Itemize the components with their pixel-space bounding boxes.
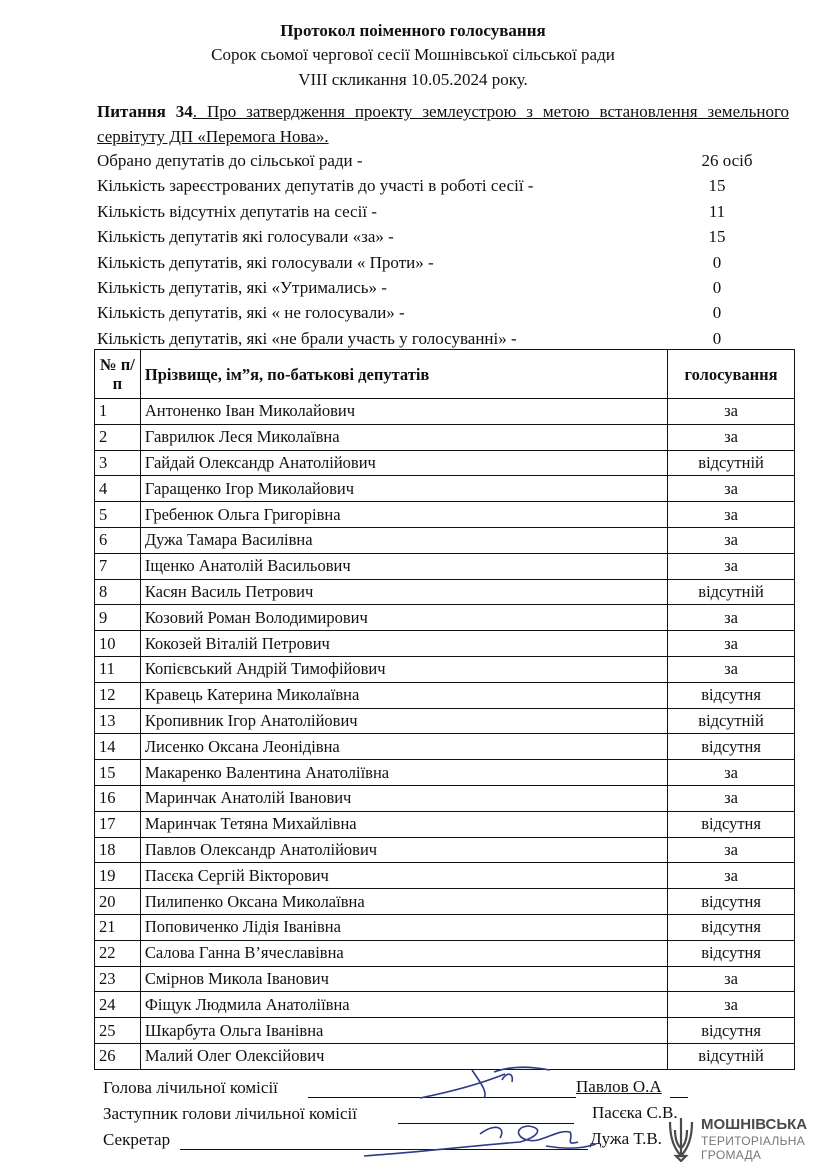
row-vote: за [668, 553, 795, 579]
row-name: Дужа Тамара Василівна [140, 527, 667, 553]
secretary-signature [360, 1112, 600, 1164]
row-vote: за [668, 605, 795, 631]
row-name: Смірнов Микола Іванович [140, 966, 667, 992]
session-subtitle: Сорок сьомої чергової сесії Мошнівської сільської ради [211, 45, 615, 64]
row-num: 18 [95, 837, 141, 863]
row-name: Лисенко Оксана Леонідівна [140, 734, 667, 760]
row-name: Кропивник Ігор Анатолійович [140, 708, 667, 734]
row-vote: відсутня [668, 734, 795, 760]
table-row [95, 527, 795, 553]
row-vote: за [668, 837, 795, 863]
row-vote: за [668, 992, 795, 1018]
logo-line2: ТЕРИТОРІАЛЬНА [701, 1134, 806, 1148]
chair-role: Голова лічильної комісії [103, 1078, 278, 1097]
question-block: Питання 34. Про затвердження проекту землеустрою з метою встановлення земельного сервітуту ДП «Перемога Нова». [97, 102, 789, 146]
row-num: 13 [95, 708, 141, 734]
table-row [95, 631, 795, 657]
table-row [95, 656, 795, 682]
table-row [95, 399, 795, 425]
stat-not-participated: Кількість депутатів, які «не брали участь у голосуванні» - 0 [97, 328, 722, 348]
row-num: 20 [95, 889, 141, 915]
row-vote: за [668, 476, 795, 502]
stats-list [97, 148, 787, 351]
row-name: Кравець Катерина Миколаївна [140, 682, 667, 708]
row-num: 12 [95, 682, 141, 708]
row-num: 9 [95, 605, 141, 631]
stat-not-voted: Кількість депутатів, які « не голосували» - 0 [97, 303, 722, 323]
row-vote: відсутня [668, 914, 795, 940]
table-row [95, 682, 795, 708]
row-name: Малий Олег Олексійович [140, 1043, 667, 1069]
table-row [95, 889, 795, 915]
table-row [95, 992, 795, 1018]
row-num: 5 [95, 502, 141, 528]
question-text: Про затвердження проекту землеустрою з метою встановлення земельного сервітуту ДП «Перемога Нова». [97, 102, 789, 146]
question-label: Питання 34 [97, 102, 193, 121]
row-num: 14 [95, 734, 141, 760]
table-row [95, 424, 795, 450]
row-num: 21 [95, 914, 141, 940]
row-num: 6 [95, 527, 141, 553]
row-vote: відсутній [668, 1043, 795, 1069]
row-num: 1 [95, 399, 141, 425]
convocation-date: VIII скликання 10.05.2024 року. [298, 70, 528, 89]
deputy-name: Пасєка С.В. [592, 1103, 678, 1122]
votes-table [94, 349, 795, 1070]
trident-icon [666, 1116, 696, 1162]
chair-name: Павлов О.А [576, 1077, 662, 1096]
header-vote: голосування [668, 350, 795, 399]
row-vote: за [668, 966, 795, 992]
stat-for: Кількість депутатів які голосували «за» - 15 [97, 227, 726, 247]
secretary-name: Дужа Т.В. [590, 1129, 662, 1148]
row-name: Пасєка Сергій Вікторович [140, 863, 667, 889]
row-vote: відсутня [668, 940, 795, 966]
stat-elected: Обрано депутатів до сільської ради - 26 осіб [97, 151, 753, 170]
row-name: Макаренко Валентина Анатоліївна [140, 760, 667, 786]
row-num: 8 [95, 579, 141, 605]
row-name: Касян Василь Петрович [140, 579, 667, 605]
row-name: Салова Ганна В’ячеславівна [140, 940, 667, 966]
row-num: 10 [95, 631, 141, 657]
row-name: Шкарбута Ольга Іванівна [140, 1018, 667, 1044]
row-vote: за [668, 527, 795, 553]
table-row [95, 476, 795, 502]
row-num: 4 [95, 476, 141, 502]
row-vote: відсутній [668, 579, 795, 605]
row-num: 16 [95, 785, 141, 811]
row-num: 25 [95, 1018, 141, 1044]
table-row [95, 863, 795, 889]
row-vote: за [668, 656, 795, 682]
row-vote: за [668, 760, 795, 786]
row-name: Іщенко Анатолій Васильович [140, 553, 667, 579]
row-name: Поповиченко Лідія Іванівна [140, 914, 667, 940]
table-row [95, 1018, 795, 1044]
row-num: 3 [95, 450, 141, 476]
row-vote: відсутня [668, 889, 795, 915]
row-name: Гребенюк Ольга Григорівна [140, 502, 667, 528]
row-name: Антоненко Іван Миколайович [140, 399, 667, 425]
row-vote: відсутня [668, 1018, 795, 1044]
row-name: Гаращенко Ігор Миколайович [140, 476, 667, 502]
row-vote: за [668, 502, 795, 528]
table-row [95, 785, 795, 811]
row-name: Маринчак Тетяна Михайлівна [140, 811, 667, 837]
row-vote: відсутній [668, 450, 795, 476]
row-num: 17 [95, 811, 141, 837]
row-vote: відсутній [668, 708, 795, 734]
table-row [95, 914, 795, 940]
deputy-role: Заступник голови лічильної комісії [103, 1104, 358, 1123]
table-row [95, 502, 795, 528]
row-num: 24 [95, 992, 141, 1018]
logo-line3: ГРОМАДА [701, 1148, 762, 1162]
row-name: Козовий Роман Володимирович [140, 605, 667, 631]
table-row [95, 605, 795, 631]
row-num: 7 [95, 553, 141, 579]
row-name: Гайдай Олександр Анатолійович [140, 450, 667, 476]
table-header-row [95, 350, 795, 399]
table-row [95, 708, 795, 734]
row-vote: відсутня [668, 811, 795, 837]
row-num: 26 [95, 1043, 141, 1069]
stat-registered: Кількість зареєстрованих депутатів до участі в роботі сесії - 15 [97, 176, 726, 196]
table-row [95, 966, 795, 992]
row-vote: за [668, 863, 795, 889]
chair-name-tail-line [670, 1097, 688, 1098]
community-logo [666, 1114, 816, 1164]
row-name: Павлов Олександр Анатолійович [140, 837, 667, 863]
row-vote: за [668, 399, 795, 425]
table-row [95, 553, 795, 579]
row-name: Маринчак Анатолій Іванович [140, 785, 667, 811]
row-num: 11 [95, 656, 141, 682]
row-num: 19 [95, 863, 141, 889]
header-num: № п/п [95, 350, 141, 399]
table-row [95, 940, 795, 966]
stat-abstained: Кількість депутатів, які «Утримались» - 0 [97, 277, 722, 297]
logo-line1: МОШНІВСЬКА [701, 1116, 808, 1133]
row-name: Копієвський Андрій Тимофійович [140, 656, 667, 682]
stat-against: Кількість депутатів, які голосували « Проти» - 0 [97, 252, 722, 272]
row-num: 23 [95, 966, 141, 992]
row-name: Фіщук Людмила Анатоліївна [140, 992, 667, 1018]
secretary-role: Секретар [103, 1130, 171, 1149]
row-vote: за [668, 424, 795, 450]
stat-absent: Кількість відсутніх депутатів на сесії - 11 [97, 201, 726, 221]
table-row [95, 760, 795, 786]
row-vote: за [668, 785, 795, 811]
table-row [95, 811, 795, 837]
row-num: 15 [95, 760, 141, 786]
table-row [95, 450, 795, 476]
row-num: 2 [95, 424, 141, 450]
row-name: Гаврилюк Леся Миколаївна [140, 424, 667, 450]
document-title: Протокол поіменного голосування [280, 21, 546, 40]
row-vote: за [668, 631, 795, 657]
table-row [95, 579, 795, 605]
row-name: Кокозей Віталій Петрович [140, 631, 667, 657]
row-name: Пилипенко Оксана Миколаївна [140, 889, 667, 915]
table-row [95, 837, 795, 863]
chair-signature [410, 1062, 560, 1104]
row-num: 22 [95, 940, 141, 966]
row-vote: відсутня [668, 682, 795, 708]
header-name: Прізвище, ім”я, по-батькові депутатів [140, 350, 667, 399]
table-row [95, 734, 795, 760]
